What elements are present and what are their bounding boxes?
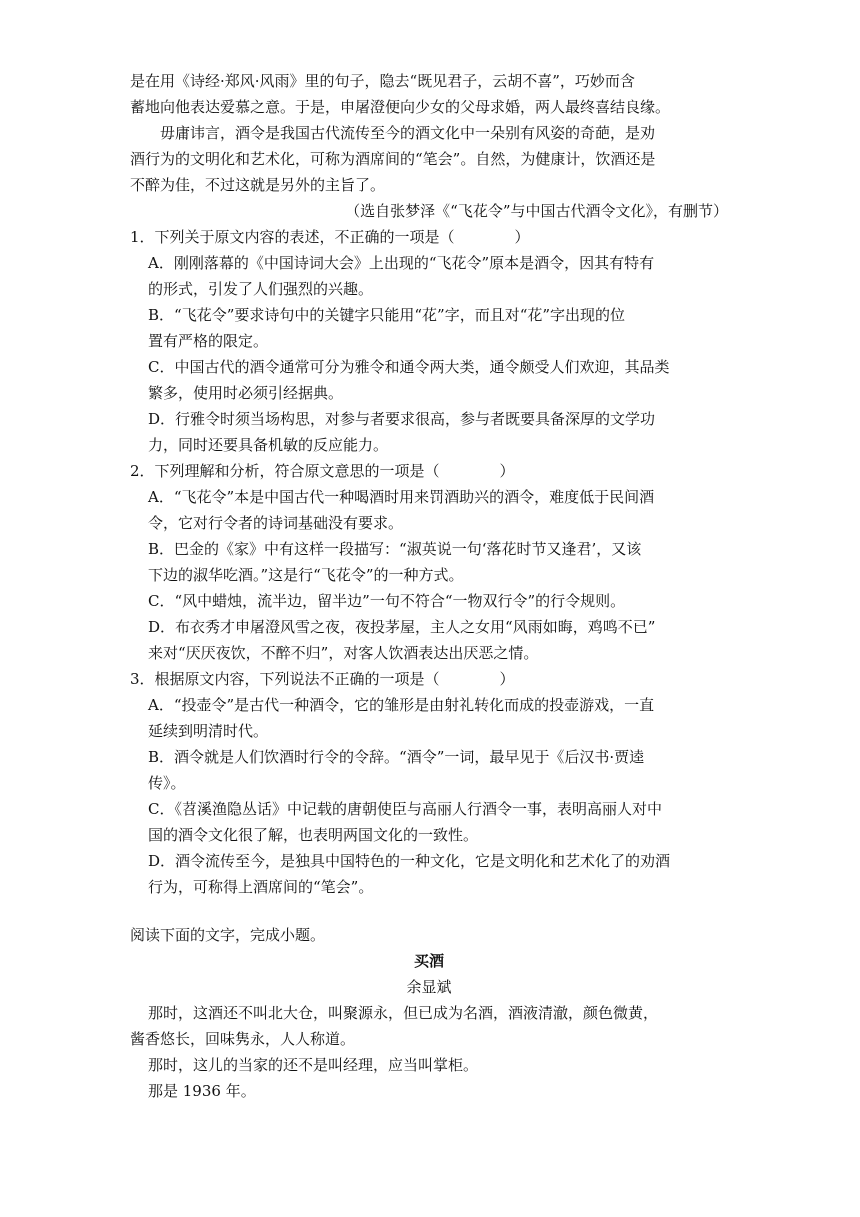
passage-line: 是在用《诗经·郑风·风雨》里的句子，隐去“既见君子，云胡不喜”，巧妙而含 — [130, 72, 635, 90]
passage-section — [130, 68, 728, 224]
question-stem: 1．下列关于原文内容的表述，不正确的一项是（ ） — [130, 228, 530, 246]
reading-title: 买酒 — [413, 952, 444, 970]
reading-paragraph: 那时，这酒还不叫北大仓，叫聚源永，但已成为名酒，酒液清澈，颜色微黄， — [148, 1004, 659, 1022]
option-b-cont: 下边的淑华吃酒。”这是行“飞花令”的一种方式。 — [148, 566, 464, 584]
option-d: D．酒令流传至今，是独具中国特色的一种文化，它是文明化和艺术化了的劝酒 — [148, 852, 671, 870]
option-c-cont: 繁多，使用时必须引经据典。 — [148, 384, 344, 402]
reading-section — [130, 922, 728, 1104]
question-1 — [130, 224, 728, 458]
option-a-cont: 延续到明清时代。 — [148, 722, 269, 740]
option-a-cont: 的形式，引发了人们强烈的兴趣。 — [148, 280, 374, 298]
option-d: D．行雅令时须当场构思，对参与者要求很高，参与者既要具备深厚的文学功 — [148, 410, 656, 428]
option-a-cont: 令，它对行令者的诗词基础没有要求。 — [148, 514, 404, 532]
option-b: B．酒令就是人们饮酒时行令的令辞。“酒令”一词，最早见于《后汉书·贾逵 — [148, 748, 645, 766]
option-a: A．“飞花令”本是中国古代一种喝酒时用来罚酒助兴的酒令，难度低于民间酒 — [148, 488, 655, 506]
option-c: C．中国古代的酒令通常可分为雅令和通令两大类，通令颇受人们欢迎，其品类 — [148, 358, 670, 376]
option-c: C．“风中蜡烛，流半边，留半边”一句不符合“一物双行令”的行令规则。 — [148, 592, 626, 610]
reading-instruction: 阅读下面的文字，完成小题。 — [130, 926, 326, 944]
question-stem: 2．下列理解和分析，符合原文意思的一项是（ ） — [130, 462, 515, 480]
option-b-cont: 置有严格的限定。 — [148, 332, 269, 350]
question-stem: 3．根据原文内容，下列说法不正确的一项是（ ） — [130, 670, 515, 688]
passage-line: 不醉为佳，不过这就是另外的主旨了。 — [130, 176, 386, 194]
option-b-cont: 传》。 — [148, 774, 186, 792]
option-d-cont: 行为，可称得上酒席间的“笔会”。 — [148, 878, 374, 896]
question-3 — [130, 666, 728, 900]
option-b: B．巴金的《家》中有这样一段描写：“淑英说一句‘落花时节又逢君’，又该 — [148, 540, 642, 558]
reading-paragraph-cont: 酱香悠长，回味隽永，人人称道。 — [130, 1030, 356, 1048]
reading-paragraph: 那时，这儿的当家的还不是叫经理，应当叫掌柜。 — [148, 1056, 479, 1074]
option-c-cont: 国的酒令文化很了解，也表明两国文化的一致性。 — [148, 826, 479, 844]
option-d-cont: 力，同时还要具备机敏的反应能力。 — [148, 436, 389, 454]
option-d: D．布衣秀才申屠澄风雪之夜，夜投茅屋，主人之女用“风雨如晦，鸡鸣不已” — [148, 618, 656, 636]
passage-line: 蓄地向他表达爱慕之意。于是，申屠澄便向少女的父母求婚，两人最终喜结良缘。 — [130, 98, 671, 116]
option-a: A．刚刚落幕的《中国诗词大会》上出现的“飞花令”原本是酒令，因其有特有 — [148, 254, 655, 272]
document-page — [130, 68, 728, 1104]
reading-paragraph: 那是 1936 年。 — [148, 1082, 256, 1100]
section-spacer — [130, 900, 728, 922]
option-a: A．“投壶令”是古代一种酒令，它的雏形是由射礼转化而成的投壶游戏，一直 — [148, 696, 655, 714]
passage-line: 毋庸讳言，酒令是我国古代流传至今的酒文化中一朵别有风姿的奇葩，是劝 — [160, 124, 656, 142]
passage-line: 酒行为的文明化和艺术化，可称为酒席间的“笔会”。自然，为健康计，饮酒还是 — [130, 150, 656, 168]
reading-author: 余显斌 — [406, 978, 452, 996]
question-2 — [130, 458, 728, 666]
option-b: B．“飞花令”要求诗句中的关键字只能用“花”字，而且对“花”字出现的位 — [148, 306, 626, 324]
option-c: C．《苕溪渔隐丛话》中记载的唐朝使臣与高丽人行酒令一事，表明高丽人对中 — [148, 800, 662, 818]
passage-source: （选自张梦泽《“飞花令”与中国古代酒令文化》，有删节） — [345, 202, 728, 220]
option-d-cont: 来对“厌厌夜饮，不醉不归”，对客人饮酒表达出厌恶之情。 — [148, 644, 539, 662]
